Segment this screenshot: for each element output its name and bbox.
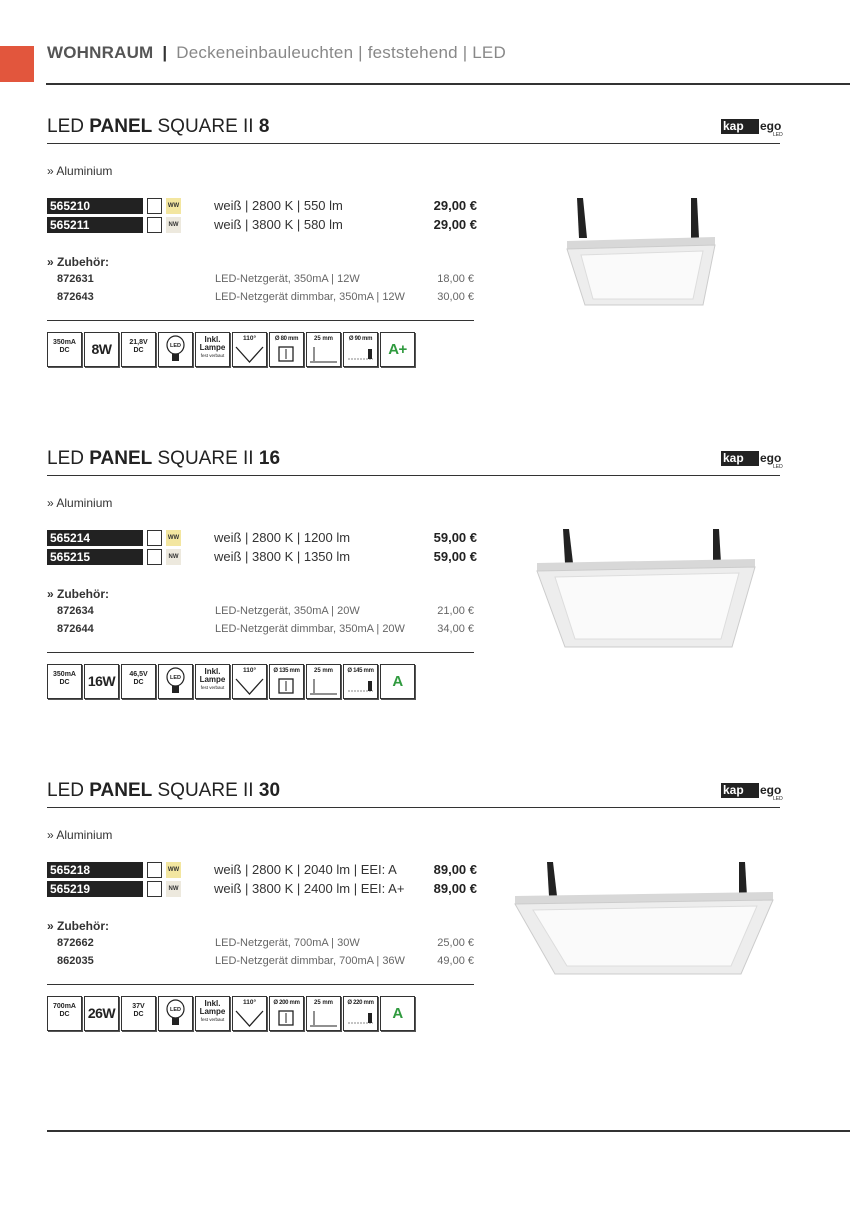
accessory-number: 872662	[57, 937, 94, 949]
accessory-price: 34,00 €	[437, 623, 474, 635]
kapego-logo-part: LED	[773, 796, 783, 802]
header-accent-bar	[0, 46, 34, 82]
product-description: weiß | 2800 K | 2040 lm | EEI: A	[214, 862, 397, 877]
accessory-number: 872634	[57, 605, 94, 617]
accessory-number: 862035	[57, 955, 94, 967]
accessory-row	[47, 936, 474, 950]
product-image-8	[555, 193, 720, 308]
accessories-heading: » Zubehör:	[47, 587, 109, 601]
kapego-logo-part: ego	[760, 451, 782, 465]
voltage-spec: 37V DC	[121, 996, 156, 1031]
cutout-icon: Ø 80 mm	[269, 332, 304, 367]
energy-class: A	[380, 996, 415, 1031]
order-checkbox[interactable]	[147, 881, 162, 897]
accessory-row	[47, 954, 474, 968]
product-row	[47, 862, 477, 879]
product-price: 29,00 €	[433, 198, 477, 213]
product-description: weiß | 2800 K | 550 lm	[214, 198, 343, 213]
energy-class: A+	[380, 332, 415, 367]
specs-divider	[47, 984, 474, 985]
article-number: 565210	[47, 198, 143, 214]
voltage-spec: 21,8V DC	[121, 332, 156, 367]
product-price: 59,00 €	[433, 530, 477, 545]
color-temp-badge: WW	[166, 862, 181, 878]
kapego-logo-part: ego	[760, 783, 782, 797]
kapego-logo-part: kap	[721, 783, 759, 798]
accessory-number: 872643	[57, 291, 94, 303]
accessory-row	[47, 290, 474, 304]
header-separator: |	[162, 43, 168, 62]
kapego-logo	[721, 119, 781, 139]
accessory-price: 30,00 €	[437, 291, 474, 303]
accessory-row	[47, 622, 474, 636]
product-row	[47, 198, 477, 215]
accessory-number: 872631	[57, 273, 94, 285]
current-spec: 350mA DC	[47, 664, 82, 699]
bulb-icon	[158, 332, 193, 367]
product-row	[47, 881, 477, 898]
article-number: 565211	[47, 217, 143, 233]
color-temp-badge: NW	[166, 217, 181, 233]
specs-divider	[47, 320, 474, 321]
product-title: LED PANEL SQUARE II 16	[47, 448, 281, 469]
product-price: 29,00 €	[433, 217, 477, 232]
current-spec: 350mA DC	[47, 332, 82, 367]
title-divider	[47, 807, 780, 808]
included-lamp-spec: Inkl. Lampe fest verbaut	[195, 664, 230, 699]
order-checkbox[interactable]	[147, 198, 162, 214]
accessory-price: 21,00 €	[437, 605, 474, 617]
accessory-price: 25,00 €	[437, 937, 474, 949]
header-category: WOHNRAUM	[47, 43, 154, 62]
beam-angle-icon: 110°	[232, 332, 267, 367]
height-icon: 25 mm	[306, 996, 341, 1031]
included-lamp-spec: Inkl. Lampe fest verbaut	[195, 332, 230, 367]
material-label: » Aluminium	[47, 496, 113, 510]
kapego-logo	[721, 451, 781, 471]
title-divider	[47, 475, 780, 476]
bulb-icon	[158, 996, 193, 1031]
product-image-30	[513, 858, 778, 978]
svg-text:LED: LED	[170, 1007, 181, 1013]
accessories-heading: » Zubehör:	[47, 919, 109, 933]
accessory-price: 49,00 €	[437, 955, 474, 967]
cutout-icon: Ø 135 mm	[269, 664, 304, 699]
kapego-logo	[721, 783, 781, 803]
accessory-row	[47, 272, 474, 286]
accessory-description: LED-Netzgerät, 350mA | 20W	[215, 605, 360, 617]
product-row	[47, 549, 477, 566]
included-lamp-spec: Inkl. Lampe fest verbaut	[195, 996, 230, 1031]
title-divider	[47, 143, 780, 144]
article-number: 565214	[47, 530, 143, 546]
product-section	[0, 116, 850, 416]
kapego-logo-part: ego	[760, 119, 782, 133]
accessory-description: LED-Netzgerät dimmbar, 350mA | 20W	[215, 623, 405, 635]
power-spec: 8W	[84, 332, 119, 367]
spec-icons	[47, 664, 417, 700]
product-description: weiß | 3800 K | 580 lm	[214, 217, 343, 232]
accessory-row	[47, 604, 474, 618]
color-temp-badge: WW	[166, 530, 181, 546]
diameter-icon: Ø 90 mm	[343, 332, 378, 367]
bulb-icon	[158, 664, 193, 699]
kapego-logo-part: LED	[773, 464, 783, 470]
voltage-spec: 46,5V DC	[121, 664, 156, 699]
kapego-logo-part: kap	[721, 451, 759, 466]
accessories-heading: » Zubehör:	[47, 255, 109, 269]
accessory-description: LED-Netzgerät dimmbar, 700mA | 36W	[215, 955, 405, 967]
product-row	[47, 530, 477, 547]
header-divider	[46, 83, 850, 85]
power-spec: 16W	[84, 664, 119, 699]
product-description: weiß | 2800 K | 1200 lm	[214, 530, 351, 545]
color-temp-badge: WW	[166, 198, 181, 214]
power-spec: 26W	[84, 996, 119, 1031]
article-number: 565219	[47, 881, 143, 897]
accessory-description: LED-Netzgerät, 700mA | 30W	[215, 937, 360, 949]
height-icon: 25 mm	[306, 332, 341, 367]
current-spec: 700mA DC	[47, 996, 82, 1031]
color-temp-badge: NW	[166, 549, 181, 565]
product-title: LED PANEL SQUARE II 30	[47, 780, 281, 801]
product-description: weiß | 3800 K | 1350 lm	[214, 549, 351, 564]
order-checkbox[interactable]	[147, 530, 162, 546]
diameter-icon: Ø 145 mm	[343, 664, 378, 699]
height-icon: 25 mm	[306, 664, 341, 699]
article-number: 565218	[47, 862, 143, 878]
order-checkbox[interactable]	[147, 549, 162, 565]
product-title: LED PANEL SQUARE II 8	[47, 116, 270, 137]
page-header	[47, 43, 506, 63]
diameter-icon: Ø 220 mm	[343, 996, 378, 1031]
product-row	[47, 217, 477, 234]
accessory-description: LED-Netzgerät dimmbar, 350mA | 12W	[215, 291, 405, 303]
order-checkbox[interactable]	[147, 217, 162, 233]
material-label: » Aluminium	[47, 828, 113, 842]
product-description: weiß | 3800 K | 2400 lm | EEI: A+	[214, 881, 405, 896]
kapego-logo-part: kap	[721, 119, 759, 134]
spec-icons	[47, 996, 417, 1032]
material-label: » Aluminium	[47, 164, 113, 178]
beam-angle-icon: 110°	[232, 996, 267, 1031]
product-price: 89,00 €	[433, 881, 477, 896]
spec-icons	[47, 332, 417, 368]
product-image-16	[527, 525, 762, 650]
specs-divider	[47, 652, 474, 653]
color-temp-badge: NW	[166, 881, 181, 897]
cutout-icon: Ø 200 mm	[269, 996, 304, 1031]
accessory-number: 872644	[57, 623, 94, 635]
article-number: 565215	[47, 549, 143, 565]
kapego-logo-part: LED	[773, 132, 783, 138]
footer-divider	[47, 1130, 850, 1132]
energy-class: A	[380, 664, 415, 699]
product-price: 89,00 €	[433, 862, 477, 877]
order-checkbox[interactable]	[147, 862, 162, 878]
accessory-description: LED-Netzgerät, 350mA | 12W	[215, 273, 360, 285]
accessory-price: 18,00 €	[437, 273, 474, 285]
beam-angle-icon: 110°	[232, 664, 267, 699]
svg-text:LED: LED	[170, 343, 181, 349]
product-price: 59,00 €	[433, 549, 477, 564]
svg-text:LED: LED	[170, 675, 181, 681]
header-breadcrumb: Deckeneinbauleuchten | feststehend | LED	[176, 43, 506, 62]
